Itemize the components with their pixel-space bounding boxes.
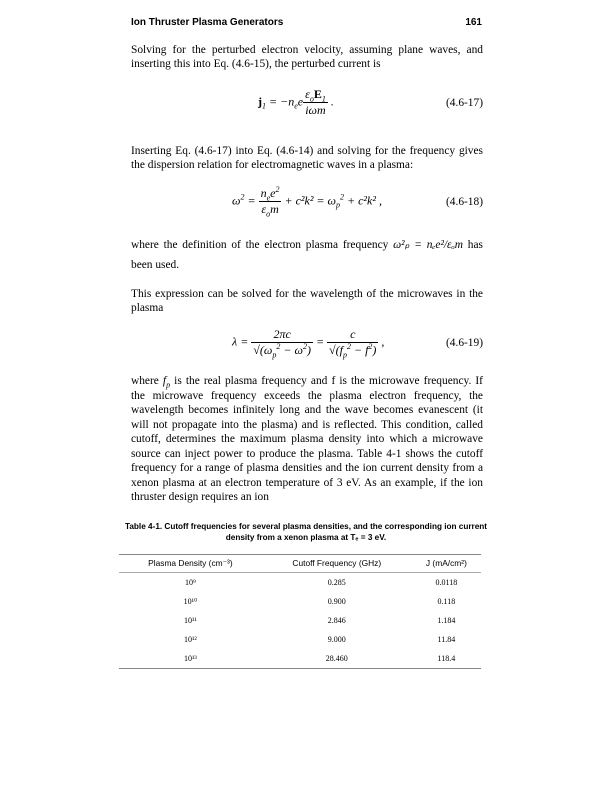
- table-caption: Table 4-1. Cutoff frequencies for several plasma densities, and the corresponding ion current density from a xenon plasma at Tₑ = 3 eV.: [124, 521, 487, 542]
- cutoff-frequency-table: [119, 554, 481, 669]
- cell: 0.285: [327, 577, 346, 587]
- equation-number: (4.6-18): [445, 195, 483, 208]
- column-header: Cutoff Frequency (GHz): [262, 554, 412, 572]
- cell: 9.000: [327, 634, 346, 644]
- paragraph-1: Solving for the perturbed electron velocity, assuming plane waves, and inserting this into Eq. (4.6-15), the perturbed current is: [131, 44, 483, 70]
- equation-4-6-18: $\omega^2$ = $\frac{n_ee^2}{\varepsilon_om}$ + $c^2k^2 = \omega_p^2 + c^2k^2$ ,: [232, 185, 382, 219]
- equation-number: (4.6-17): [445, 96, 483, 109]
- cell: 10¹³: [119, 649, 262, 669]
- cell: 2.846: [327, 615, 346, 625]
- table-row: [119, 592, 481, 611]
- column-header: Plasma Density (cm⁻³): [119, 554, 262, 572]
- cell: 10¹²: [183, 634, 197, 644]
- equation-4-6-17: $j_1 = -n_ee$ $\frac{\varepsilon_oE_1}{\text{iωm}}$ .: [258, 87, 334, 117]
- table-row: [119, 611, 481, 630]
- table-row: [119, 630, 481, 649]
- cell: 10⁹: [184, 577, 196, 587]
- cell: 0.0118: [435, 577, 458, 587]
- paragraph-3: where the definition of the electron plasma frequency ω²ₚ = nₑe²/εₒm has been used.: [131, 239, 483, 271]
- paragraph-4: This expression can be solved for the wavelength of the microwaves in the plasma: [131, 288, 483, 314]
- cell: 0.118: [437, 596, 456, 606]
- equation-block-4-6-19: [131, 327, 483, 358]
- column-header: J (mA/cm²): [412, 554, 481, 572]
- page-number: 161: [465, 17, 482, 28]
- equation-block-4-6-18: [131, 186, 483, 217]
- equation-4-6-19: λ = $\frac{2\pi c}{√(\omega_p^2 - \omega^2)}$ = $\frac{c}{√(f_p^2 - f^2)}$ ,: [232, 327, 385, 360]
- paragraph-2: Inserting Eq. (4.6-17) into Eq. (4.6-14) and solving for the frequency gives the dispersion relation for electromagnetic waves in a plasma:: [131, 145, 483, 171]
- equation-number: (4.6-19): [445, 336, 483, 349]
- cell: 11.84: [437, 634, 456, 644]
- cell: 10¹⁰: [183, 596, 198, 606]
- paragraph-5: where $f_p$ is the real plasma frequency and f is the microwave frequency. If the microwave frequency exceeds the plasma electron frequency, the wavelength becomes infinitely long and the wave becomes evanescent (it will not propagate into the plasma) and is reflected. This condition, called cutoff, determines the maximum plasma density into which a microwave source can inject power to produce the plasma. Table 4-1 shows the cutoff frequency for a range of plasma densities and the ion current density from a xenon plasma at an electron temperature of 3 eV. As an example, if the ion thruster design requires an ion: [131, 375, 483, 503]
- cell: 28.460: [262, 649, 412, 669]
- equation-block-4-6-17: [131, 87, 483, 118]
- cell: 0.900: [327, 596, 346, 606]
- running-header-title: Ion Thruster Plasma Generators: [131, 17, 284, 28]
- cell: 1.184: [437, 615, 456, 625]
- table-row: [119, 649, 481, 669]
- cell: 118.4: [412, 649, 481, 669]
- table-row: [119, 572, 481, 592]
- cell: 10¹¹: [183, 615, 197, 625]
- page-body: [124, 43, 487, 669]
